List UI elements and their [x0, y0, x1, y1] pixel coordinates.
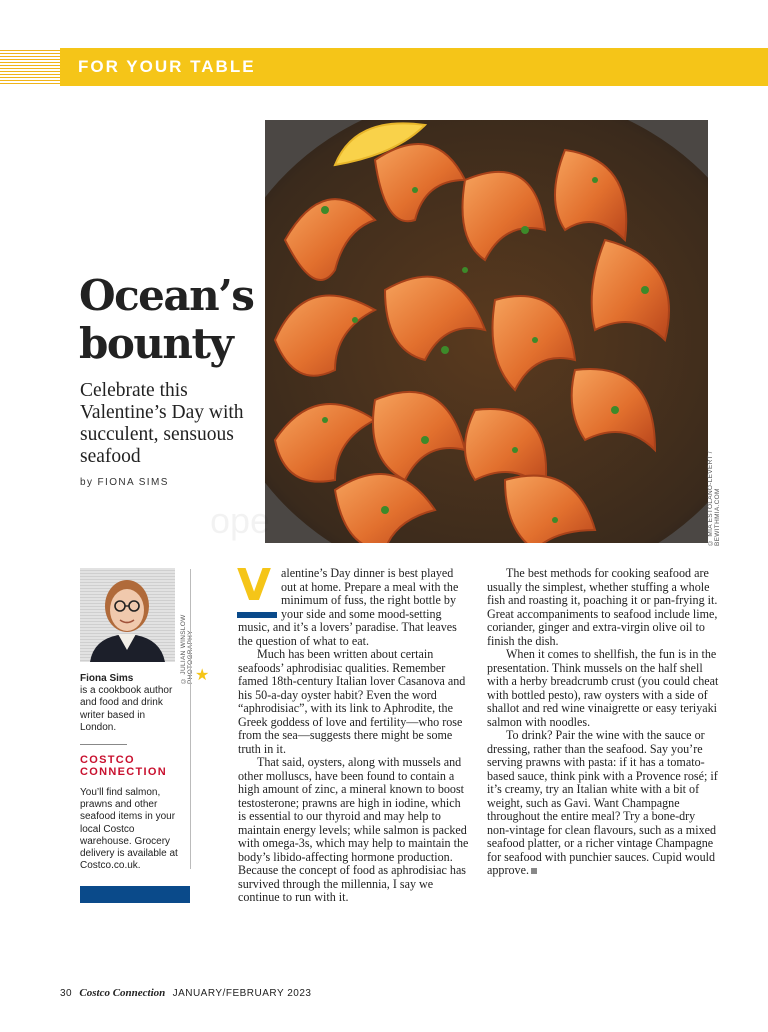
author-illustration: [80, 568, 175, 662]
article-paragraph: [487, 729, 719, 878]
article-column-2: [487, 567, 719, 878]
dropcap: [237, 560, 281, 614]
photo-credit: © MIA ESTOLANO-LEVERT / BEWITHMIA.COM: [707, 451, 721, 546]
end-mark-icon: [531, 868, 537, 874]
article-paragraph: That said, oysters, along with mussels and other molluscs, have been found to contain a high amount of zinc, a mineral known to boost testosterone; prawns are high in iodine, which is essential to our thyroid and may help to maintain energy levels; while salmon is packed with omega-3s, which may help to maintain the body’s libido-affecting hormone production. Because the concept of food as aphrodisiac has survived through the millennia, I say we continue to run with it.: [238, 755, 469, 904]
sidebar-divider: [190, 569, 191, 869]
headline: [79, 272, 269, 368]
byline: by FIONA SIMS: [80, 477, 169, 488]
headline-line: bounty: [79, 319, 233, 368]
sidebar-bar: [80, 886, 190, 903]
prawns-illustration: [265, 120, 708, 543]
article-paragraph: [237, 560, 470, 648]
headline-line: Ocean’s: [79, 271, 254, 320]
prawns-photo: [265, 120, 708, 543]
page-number: 30: [60, 988, 73, 999]
author-name: Fiona Sims: [80, 673, 134, 684]
author-bio: [80, 673, 180, 734]
paragraph-text: alentine’s Day dinner is best played out at home. Prepare a meal with the minimum of fuss, the right bottle by your side and some mood-setting music, and it’s a lovers’ paradise. That leaves the question of what to eat.: [238, 566, 459, 648]
author-portrait: [80, 568, 175, 662]
sidebar-rule: [80, 744, 127, 745]
issue-date: JANUARY/FEBRUARY 2023: [172, 988, 312, 999]
magazine-name: Costco Connection: [79, 987, 166, 999]
portrait-credit: © JULIAN WINSLOW: [180, 614, 187, 684]
page-footer: [60, 987, 311, 999]
article-column-1: [237, 560, 470, 905]
article-paragraph: Much has been written about certain seafoods’ aphrodisiac qualities. Remember famed 18th-century Italian lover Casanova and his 50-a-day oyster habit? Even the word “aphrodisiac”, with its link to Aphrodite, the Greek goddess of love and fertility—who rose from the sea—suggests there might be some truth in it.: [238, 647, 466, 756]
watermark: ope: [210, 500, 271, 541]
costco-connection-text: You’ll find salmon, prawns and other seafood items in your local Costco warehouse. Grocery delivery is available at Costco.co.uk.: [80, 787, 178, 872]
paragraph-text: To drink? Pair the wine with the sauce or dressing, rather than the seafood. Say you’re serving prawns with pasta: if it has a tomato-based sauce, think pink with a Provence rosé; if it’s creamy, try an Italian white with a bit of weight, such as Gavi. Want Champagne throughout the entire meal? Try a bone-dry non-vintage for clean flavours, such as a mixed seafood platter, or a richer vintage Champagne for seafood with punchier sauces. Cupid would approve.: [487, 728, 718, 877]
section-banner: [60, 48, 768, 86]
article-paragraph: When it comes to shellfish, the fun is in the presentation. Think mussels on the half shell with a herby breadcrumb crust (you could cheat with bottled pesto), raw oysters with a side of shallot and red wine vinaigrette or easy teriyaki salmon with noodles.: [487, 647, 719, 729]
dropcap-letter: V: [237, 560, 272, 611]
dropcap-bar: [237, 612, 277, 618]
article-paragraph: The best methods for cooking seafood are usually the simplest, whether stuffing a whole fish and roasting it, poaching it or pan-frying it. Great accompaniments to seafood include lime, coriander, ginger and extra-virgin olive oil to finish the dish.: [487, 566, 718, 648]
section-title: FOR YOUR TABLE: [78, 57, 256, 76]
star-icon: ★: [195, 665, 210, 684]
costco-connection-title: COSTCO CONNECTION: [80, 754, 167, 778]
subhead: Celebrate this Valentine’s Day with succulent, sensuous seafood: [80, 380, 244, 467]
banner-stripes: [0, 48, 60, 86]
author-bio-text: is a cookbook author and food and drink writer based in London.: [80, 685, 173, 733]
